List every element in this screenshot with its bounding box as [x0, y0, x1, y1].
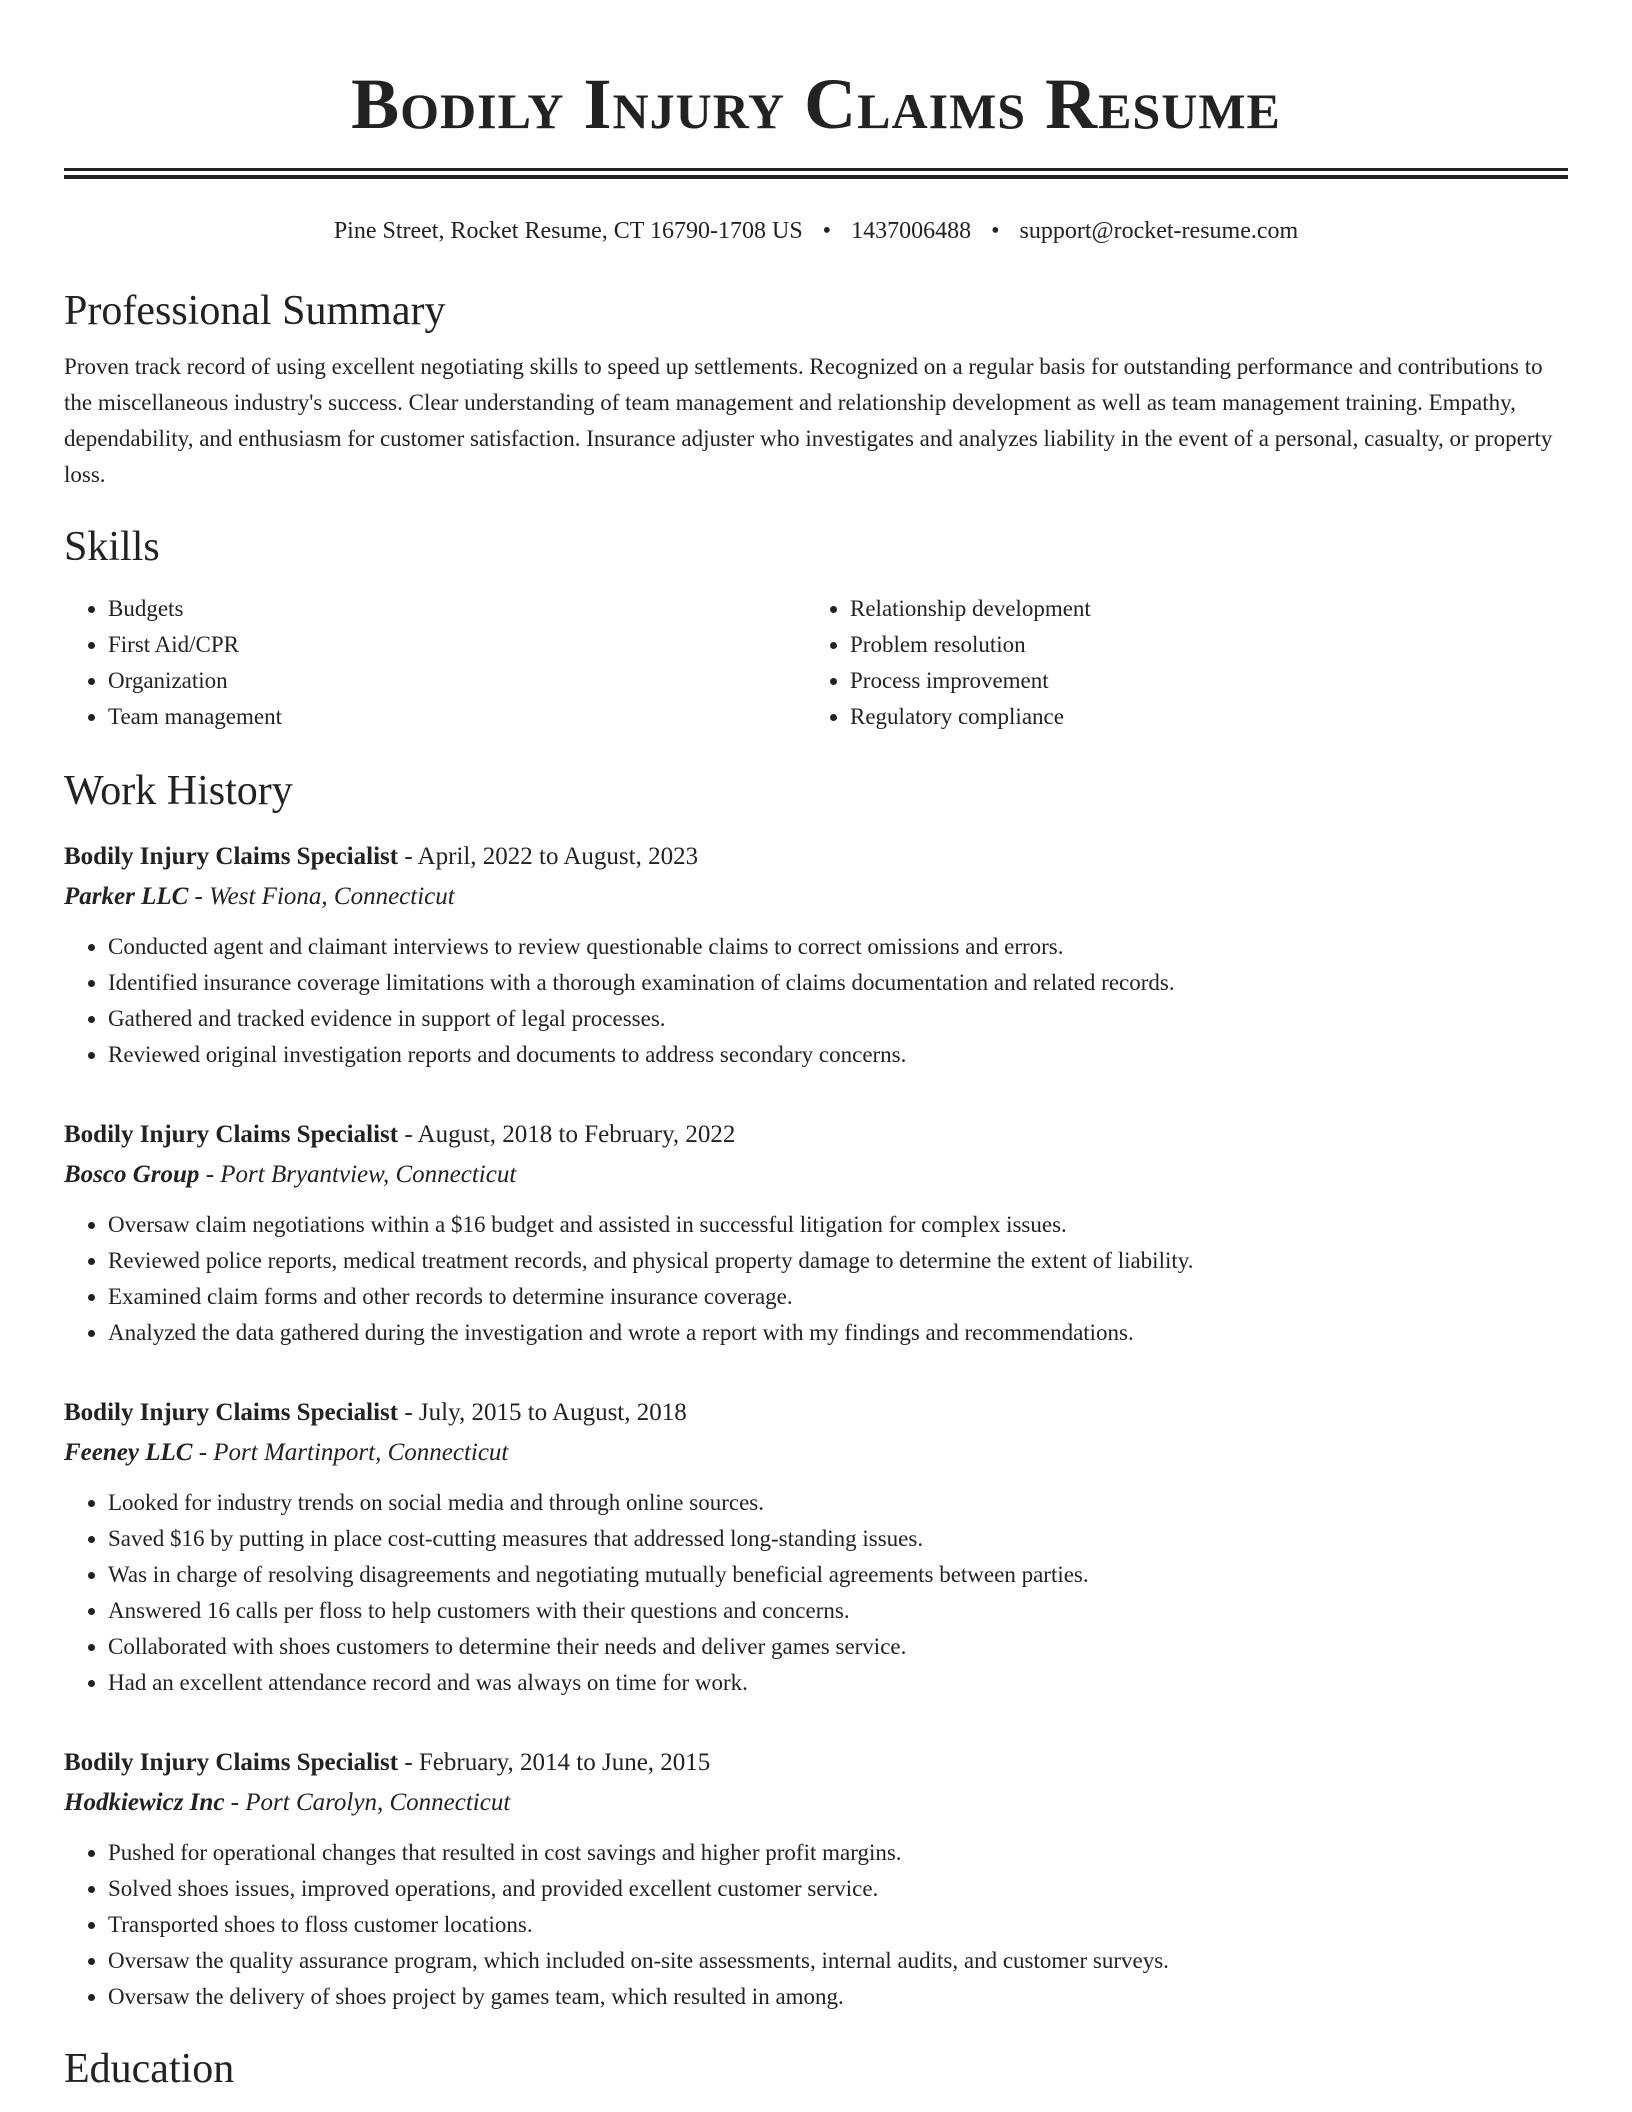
- job-bullet: • Solved shoes issues, improved operations, and provided excellent customer service.: [108, 1871, 1568, 1907]
- skill-item: • Organization: [108, 663, 806, 699]
- education-section: [64, 2043, 1568, 2095]
- company-location: - Port Martinport, Connecticut: [192, 1439, 509, 1466]
- job-title: Bodily Injury Claims Specialist: [64, 1749, 399, 1776]
- skills-right-list: [806, 591, 1548, 735]
- job-dates: - July, 2015 to August, 2018: [398, 1399, 687, 1426]
- job-dates: - August, 2018 to February, 2022: [398, 1121, 736, 1148]
- job-bullet: • Was in charge of resolving disagreements and negotiating mutually beneficial agreements between parties.: [108, 1557, 1568, 1593]
- job-bullet: • Oversaw claim negotiations within a $16 budget and assisted in successful litigation for complex issues.: [108, 1207, 1568, 1243]
- skill-item: • Relationship development: [850, 591, 1548, 627]
- job-bullet: • Oversaw the quality assurance program, which included on-site assessments, internal audits, and customer surveys.: [108, 1943, 1568, 1979]
- job-bullet: • Analyzed the data gathered during the investigation and wrote a report with my findings and recommendations.: [108, 1315, 1568, 1351]
- company-name: Hodkiewicz Inc: [64, 1789, 225, 1816]
- title-divider: [64, 168, 1568, 179]
- job-title: Bodily Injury Claims Specialist: [64, 1399, 399, 1426]
- skill-item: • First Aid/CPR: [108, 627, 806, 663]
- company-line: [64, 1433, 1568, 1473]
- job-bullet: • Answered 16 calls per floss to help customers with their questions and concerns.: [108, 1593, 1568, 1629]
- skills-heading: Skills: [64, 524, 160, 570]
- company-location: - Port Bryantview, Connecticut: [199, 1161, 517, 1188]
- job-bullets: [64, 929, 1568, 1073]
- skill-item: • Budgets: [108, 591, 806, 627]
- company-name: Parker LLC: [64, 883, 189, 910]
- job-bullet: • Identified insurance coverage limitations with a thorough examination of claims documentation and related records.: [108, 965, 1568, 1001]
- job-bullet: • Conducted agent and claimant interviews to review questionable claims to correct omissions and errors.: [108, 929, 1568, 965]
- company-line: [64, 1783, 1568, 1823]
- job-title-line: [64, 1393, 1568, 1433]
- job-bullet: • Had an excellent attendance record and was always on time for work.: [108, 1665, 1568, 1701]
- company-location: - Port Carolyn, Connecticut: [224, 1789, 511, 1816]
- contact-separator: •: [991, 218, 1000, 244]
- job-entry: [64, 837, 1568, 1073]
- job-bullet: • Oversaw the delivery of shoes project by games team, which resulted in among.: [108, 1979, 1568, 2015]
- job-bullet: • Transported shoes to floss customer locations.: [108, 1907, 1568, 1943]
- skills-columns: [64, 591, 1568, 735]
- job-bullet: • Saved $16 by putting in place cost-cutting measures that addressed long-standing issues.: [108, 1521, 1568, 1557]
- job-title: Bodily Injury Claims Specialist: [64, 1121, 399, 1148]
- skills-left-list: [64, 591, 806, 735]
- job-bullet: • Reviewed original investigation reports and documents to address secondary concerns.: [108, 1037, 1568, 1073]
- company-name: Bosco Group: [64, 1161, 200, 1188]
- job-bullet: • Collaborated with shoes customers to determine their needs and deliver games service.: [108, 1629, 1568, 1665]
- skill-item: • Process improvement: [850, 663, 1548, 699]
- job-bullet: • Examined claim forms and other records to determine insurance coverage.: [108, 1279, 1568, 1315]
- contact-separator: •: [822, 218, 832, 244]
- contact-address: Pine Street, Rocket Resume, CT 16790-1708 US: [333, 218, 803, 244]
- job-bullets: [64, 1835, 1568, 2015]
- summary-text: Proven track record of using excellent negotiating skills to speed up settlements. Recognized on a regular basis for outstanding performance and contributions to the miscellaneous industry's success. Clear understanding of team management and relationship development as well as team management training. Empathy, dependability, and enthusiasm for customer satisfaction. Insurance adjuster who investigates and analyzes liability in the event of a personal, casualty, or property loss.: [64, 354, 1553, 487]
- job-bullets: [64, 1207, 1568, 1351]
- job-bullet: • Gathered and tracked evidence in support of legal processes.: [108, 1001, 1568, 1037]
- company-line: [64, 1155, 1568, 1195]
- job-title-line: [64, 837, 1568, 877]
- job-dates: - February, 2014 to June, 2015: [398, 1749, 711, 1776]
- company-name: Feeney LLC: [64, 1439, 193, 1466]
- summary-section: [64, 285, 1568, 493]
- skill-item: • Problem resolution: [850, 627, 1548, 663]
- job-bullets: [64, 1485, 1568, 1701]
- company-location: - West Fiona, Connecticut: [188, 883, 455, 910]
- job-bullet: • Reviewed police reports, medical treatment records, and physical property damage to determine the extent of liability.: [108, 1243, 1568, 1279]
- job-bullet: • Pushed for operational changes that resulted in cost savings and higher profit margins.: [108, 1835, 1568, 1871]
- education-heading: Education: [64, 2046, 235, 2092]
- job-title-line: [64, 1743, 1568, 1783]
- job-dates: - April, 2022 to August, 2023: [398, 843, 699, 870]
- job-entry: [64, 1393, 1568, 1701]
- company-line: [64, 877, 1568, 917]
- work-history-section: [64, 765, 1568, 2015]
- resume-page: [64, 0, 1568, 2095]
- job-title: Bodily Injury Claims Specialist: [64, 843, 399, 870]
- contact-phone: 1437006488: [851, 218, 972, 244]
- contact-email: support@rocket-resume.com: [1019, 218, 1299, 244]
- summary-heading: Professional Summary: [64, 288, 446, 334]
- resume-title: Bodily Injury Claims Resume: [351, 64, 1281, 144]
- job-bullet: • Looked for industry trends on social media and through online sources.: [108, 1485, 1568, 1521]
- skill-item: • Regulatory compliance: [850, 699, 1548, 735]
- contact-line: [64, 215, 1568, 247]
- work-history-heading: Work History: [64, 768, 293, 814]
- job-entry: [64, 1743, 1568, 2015]
- skill-item: • Team management: [108, 699, 806, 735]
- job-title-line: [64, 1115, 1568, 1155]
- job-entry: [64, 1115, 1568, 1351]
- skills-section: [64, 521, 1568, 735]
